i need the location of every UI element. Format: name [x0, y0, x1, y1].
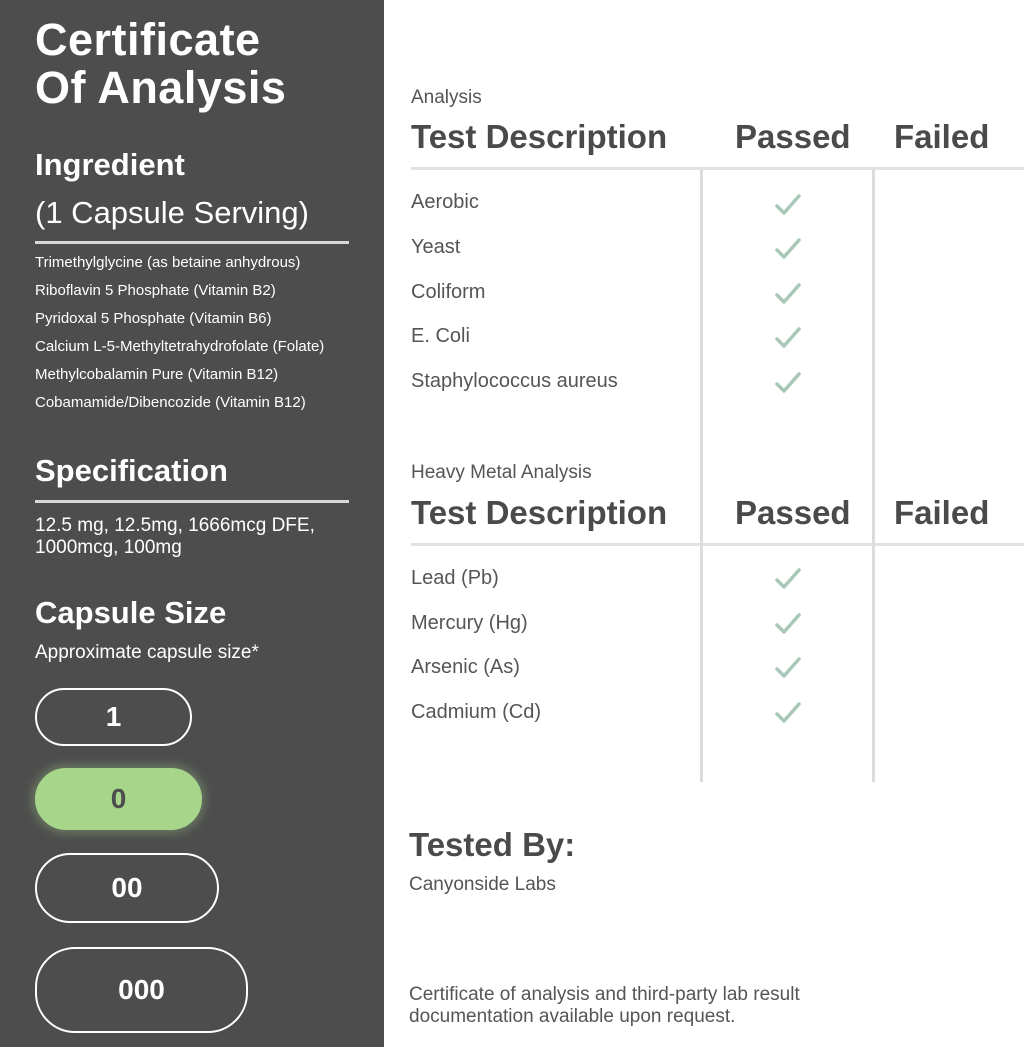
analysis-col-failed: Failed: [894, 118, 990, 155]
ingredient-item: Pyridoxal 5 Phosphate (Vitamin B6): [35, 310, 272, 327]
analysis-header-divider: [411, 167, 1024, 170]
specification-value: 12.5 mg, 12.5mg, 1666mcg DFE, 1000mcg, 100mg: [35, 515, 315, 558]
analysis-row-label: Coliform: [411, 281, 486, 303]
capsule-size-00[interactable]: 00: [35, 853, 219, 923]
check-icon: [774, 192, 802, 218]
title-line-2: Of Analysis: [35, 62, 287, 113]
heavy-metal-col-passed: Passed: [735, 494, 851, 531]
heavy-metal-col-description: Test Description: [411, 494, 668, 531]
ingredient-item: Cobamamide/Dibencozide (Vitamin B12): [35, 394, 306, 411]
analysis-row-label: E. Coli: [411, 325, 470, 347]
lab-name: Canyonside Labs: [409, 874, 556, 895]
analysis-col-description: Test Description: [411, 118, 668, 155]
capsule-size-000[interactable]: 000: [35, 947, 248, 1033]
capsule-size-1[interactable]: 1: [35, 688, 192, 746]
check-icon: [774, 281, 802, 307]
specification-divider: [35, 500, 349, 503]
capsule-size-note: Approximate capsule size*: [35, 642, 259, 663]
footnote: Certificate of analysis and third-party lab result documentation available upon request.: [409, 984, 800, 1027]
page-title: [35, 16, 365, 112]
ingredient-item: Methylcobalamin Pure (Vitamin B12): [35, 366, 279, 383]
analysis-row-label: Yeast: [411, 236, 461, 258]
heavy-metal-header-divider: [411, 543, 1024, 546]
heavy-metal-row-label: Lead (Pb): [411, 567, 499, 589]
ingredient-subheading: (1 Capsule Serving): [35, 195, 309, 230]
heavy-metal-row-label: Mercury (Hg): [411, 612, 528, 634]
ingredient-item: Riboflavin 5 Phosphate (Vitamin B2): [35, 282, 276, 299]
analysis-row-label: Staphylococcus aureus: [411, 370, 618, 392]
tested-by-heading: Tested By:: [409, 826, 576, 863]
ingredient-item: Trimethylglycine (as betaine anhydrous): [35, 254, 301, 271]
ingredient-heading: Ingredient: [35, 147, 185, 182]
check-icon: [774, 655, 802, 681]
analysis-section-label: Analysis: [411, 87, 482, 108]
analysis-col-passed: Passed: [735, 118, 851, 155]
title-line-1: Certificate: [35, 14, 261, 65]
passed-column-divider: [700, 170, 703, 782]
heavy-metal-row-label: Arsenic (As): [411, 656, 520, 678]
check-icon: [774, 700, 802, 726]
failed-column-divider: [872, 170, 875, 782]
heavy-metal-section-label: Heavy Metal Analysis: [411, 462, 592, 483]
capsule-size-0[interactable]: 0: [35, 768, 202, 830]
check-icon: [774, 611, 802, 637]
heavy-metal-row-label: Cadmium (Cd): [411, 701, 542, 723]
left-panel: [0, 0, 384, 1047]
check-icon: [774, 370, 802, 396]
capsule-size-heading: Capsule Size: [35, 595, 227, 630]
analysis-row-label: Aerobic: [411, 191, 479, 213]
ingredient-list: [35, 254, 355, 422]
ingredient-item: Calcium L-5-Methyltetrahydrofolate (Folate): [35, 338, 325, 355]
heavy-metal-col-failed: Failed: [894, 494, 990, 531]
ingredient-divider: [35, 241, 349, 244]
check-icon: [774, 325, 802, 351]
specification-heading: Specification: [35, 453, 228, 488]
check-icon: [774, 566, 802, 592]
check-icon: [774, 236, 802, 262]
